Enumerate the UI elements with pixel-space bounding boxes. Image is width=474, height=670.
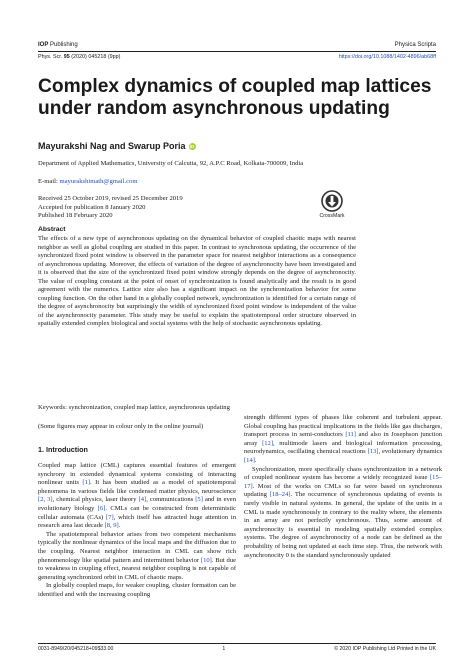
citation-link[interactable]: [1]: [82, 479, 91, 487]
received-date: Received 25 October 2019, revised 25 December 2019: [38, 195, 183, 202]
citation-link[interactable]: [6]: [97, 504, 106, 512]
citation-link[interactable]: [13]: [367, 448, 379, 456]
citation-link[interactable]: [18–24]: [269, 491, 291, 499]
publisher-logo: IOP Publishing: [38, 42, 78, 48]
published-date: Published 18 February 2020: [38, 212, 113, 220]
citation-line: [38, 54, 436, 60]
citation-link[interactable]: [5]: [195, 496, 203, 504]
intro-paragraph: Coupled map lattice (CML) captures essential features of emergent synchrony in extended dynamical systems consisting of interacting nonlinear units [1]. It has been studied as a model of spatiotemporal phenomena in various fields like condensed matter physics, neuroscience [2, 3], chemical physics, laser theory [4], communications [5] and in even evolutionary biology [6]. CMLs can be constructed from deterministic cellular automata (CAs) [7], which itself has attracted huge attention in research area last decade [8, 9].: [38, 462, 236, 530]
abstract-text: The effects of a new type of asynchronous updating on the dynamical behavior of coupled chaotic maps with nearest neighbor as well as global coupling are studied in this paper. In contrast to synchronous updating, the occurrence of the synchronized fixed point window is observed in the parameter space for nearest neighbor interactions as a consequence of asynchronous updating. Moreover, the effects of variation of the degree of asynchronocity have been investigated and it is observed that the size of the synchronized fixed point window strongly depends on the degree of asynchronocity. The value of coupling constant at the point of onset of synchronization is found analytically and the result is in good agreement with the numerics. Lattice size also has a significant impact on the synchronization behavior for some coupling function. On the other hand in a globally coupled network, synchronization is identified for a certain range of the degree of asynchronocity but surprisingly the width of synchronized fixed point window is independent of the value of the asynchronocity parameter. This study may be useful to explain the spatiotemporal order structure observed in spatially extended complex biological and social systems with the help of stochastic asynchronous updating.: [38, 235, 356, 328]
citation-link[interactable]: [14]: [244, 456, 255, 464]
page-footer: [38, 646, 436, 652]
page-number: 1: [222, 646, 226, 652]
citation-link[interactable]: [2, 3]: [38, 496, 53, 504]
intro-paragraph: In globally coupled maps, for weaker coupling, cluster formation can be identified and with the increasing coupling: [38, 582, 236, 598]
section-heading: 1. Introduction: [38, 445, 88, 454]
crossmark-icon: [321, 190, 343, 212]
accepted-date: Accepted for publication 8 January 2020: [38, 203, 146, 211]
intro-paragraph: The spatiotemporal behavior arises from two competent mechanisms typically the nonlinear dynamics of the local maps and the diffusion due to the coupling. Nearest neighbor interaction in CML can show rich phenomenology like spatial pattern and intermittent behavior [10]. But due to weakness in coupling effect, nearest neighbor coupling is not capable of generating synchronized orbit in CML of chaotic maps.: [38, 530, 236, 581]
crossmark-label: CrossMark: [319, 213, 345, 219]
orcid-icon[interactable]: iD: [189, 143, 195, 149]
abstract-heading: Abstract: [38, 226, 66, 233]
intro-right-column: [244, 414, 442, 560]
journal-name: Physica Scripta: [394, 42, 436, 48]
email-link[interactable]: mayurakshimath@gmail.com: [59, 178, 138, 185]
authors: Mayurakshi Nag and Swarup Poria: [38, 141, 186, 151]
paper-title: Complex dynamics of coupled map lattices under random asynchronous updating: [38, 76, 432, 119]
intro-paragraph: Synchronization, more specifically chaos synchronization in a network of coupled nonlinear system has become a widely recognized issue [15–17]. Most of the works on CMLs so far were based on synchronous updating [18–24]. The occurrence of synchronous updating of events is rarely visible in natural systems. In general, the update of the units in a CML is made synchronously in contrary to the reality where, the elements in an array are not perfectly synchronous. Thus, some amount of asynchronocity is essential in modeling spatially extended complex systems. The degree of asynchronocity of a node can be defined as the probability of being not updated at each time step. Thus, the network with asynchronocity 0 is the standard synchronously updated: [244, 465, 442, 559]
affiliation: Department of Applied Mathematics, University of Calcutta, 92, A.P.C Road, Kolkata-700009, India: [38, 160, 304, 167]
publication-dates: [38, 195, 183, 221]
doi-link[interactable]: https://doi.org/10.1088/1402-4896/ab68ff: [338, 54, 436, 60]
copyright: © 2020 IOP Publishing Ltd Printed in the UK: [334, 646, 436, 652]
citation-link[interactable]: [10]: [200, 556, 212, 564]
citation-link[interactable]: [8, 9]: [104, 522, 119, 530]
header-rule: [38, 51, 436, 52]
citation-link[interactable]: [11]: [345, 431, 356, 439]
citation-link[interactable]: [15–17]: [244, 474, 442, 490]
citation-link[interactable]: [12]: [262, 439, 274, 447]
citation-link[interactable]: [7]: [106, 513, 114, 521]
email-label: E-mail:: [38, 178, 60, 185]
keywords: Keywords: synchronization, coupled map lattice, asynchronous updating: [38, 404, 230, 411]
intro-paragraph: strength different types of phases like coherent and turbulent appear. Global coupling has practical implications in the fields like gas discharges, transport process in semi-conductors [11] and also in Josephson junction array [12], multimode lasers and biological information processing, neurodynamics, oscillating chemical reactions [13], evolutionary dynamics [14].: [244, 414, 442, 464]
intro-left-column: [38, 462, 236, 600]
crossmark-badge[interactable]: [312, 190, 352, 219]
footer-rule: [38, 643, 436, 644]
citation: Phys. Scr. 95 (2020) 045218 (9pp): [38, 54, 121, 60]
issn: 0031-8949/20/045218+09$33.00: [38, 646, 114, 652]
author-line: [38, 141, 196, 151]
journal-header: [38, 42, 436, 48]
email-line: [38, 178, 137, 185]
citation-link[interactable]: [4]: [138, 496, 147, 504]
colour-note: (Some figures may appear in colour only in the online journal): [38, 423, 204, 430]
